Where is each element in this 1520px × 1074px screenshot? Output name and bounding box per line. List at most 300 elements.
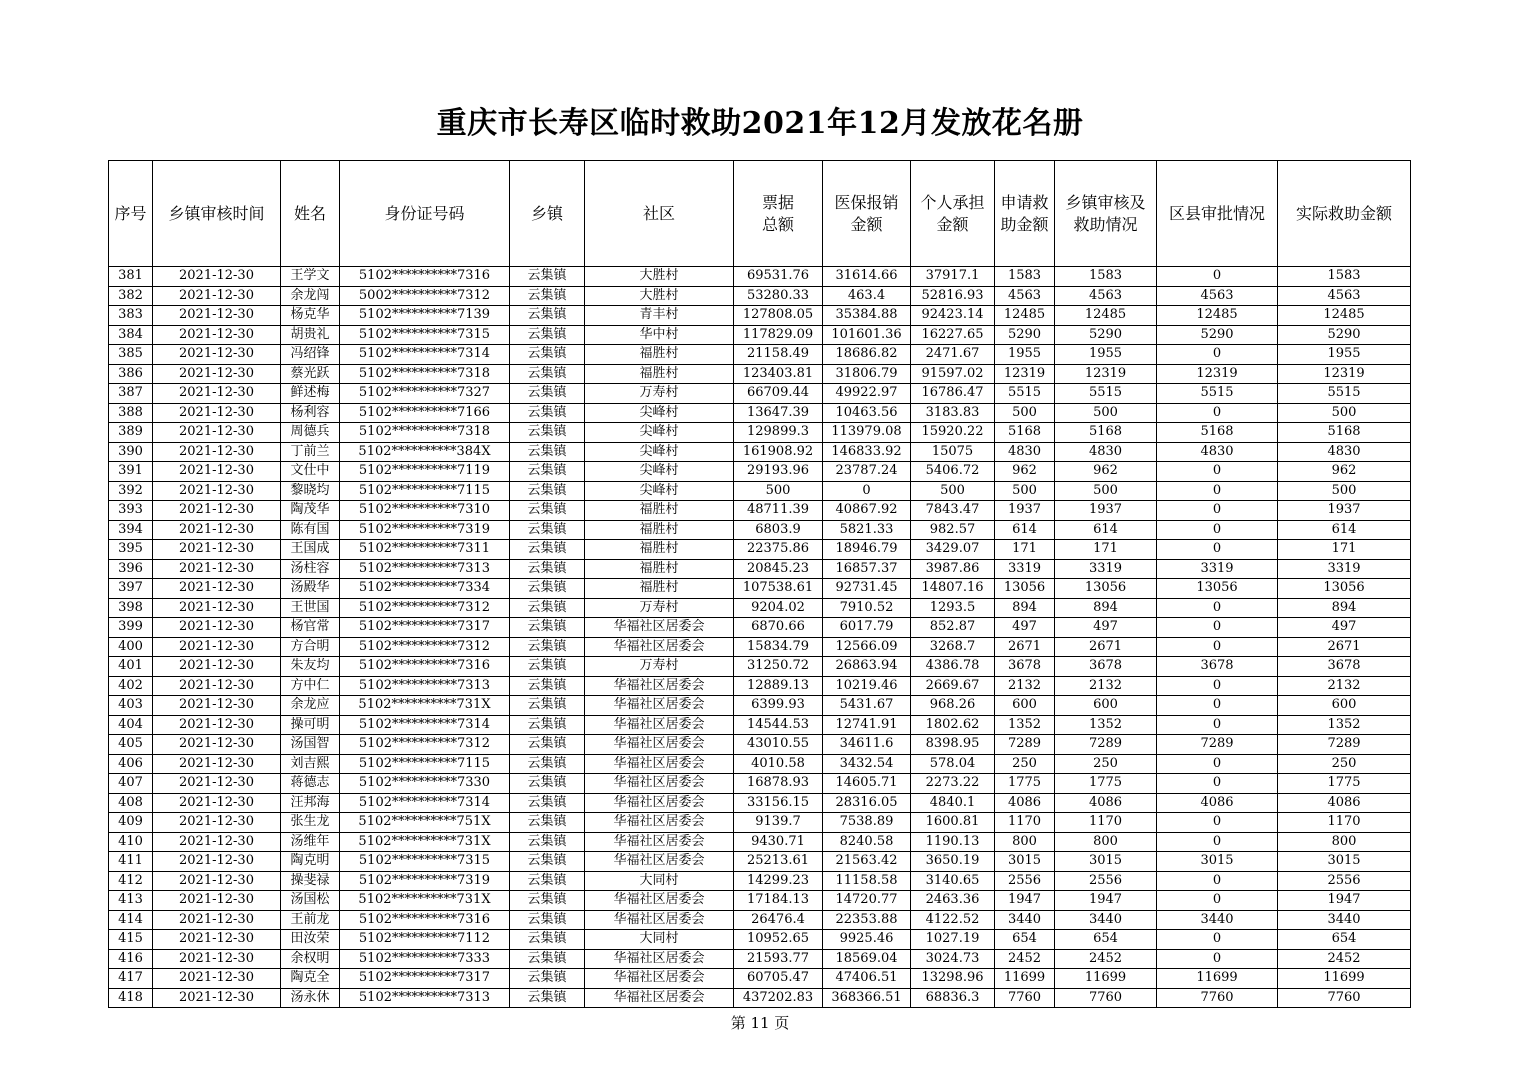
table-cell: 982.57 [911,520,995,540]
table-cell: 28316.05 [823,793,911,813]
table-cell: 12485 [1278,306,1411,326]
table-cell: 2021-12-30 [153,579,281,599]
table-cell: 5102**********384X [340,442,510,462]
table-cell: 2021-12-30 [153,325,281,345]
table-cell: 0 [1157,949,1278,969]
table-cell: 171 [1278,540,1411,560]
page-title: 重庆市长寿区临时救助2021年12月发放花名册 [436,106,1084,141]
table-cell: 0 [1157,832,1278,852]
table-cell: 7910.52 [823,598,911,618]
table-cell: 397 [109,579,153,599]
table-cell: 3015 [995,852,1055,872]
table-cell: 13056 [995,579,1055,599]
table-cell: 3440 [1157,910,1278,930]
table-cell: 云集镇 [510,598,585,618]
table-cell: 3440 [1278,910,1411,930]
column-header: 序号 [109,161,153,267]
table-cell: 171 [1055,540,1157,560]
table-cell: 14605.71 [823,774,911,794]
column-header: 票据 总额 [734,161,823,267]
table-cell: 9204.02 [734,598,823,618]
table-cell: 1937 [995,501,1055,521]
table-cell: 92731.45 [823,579,911,599]
table-cell: 11699 [1278,969,1411,989]
table-cell: 852.87 [911,618,995,638]
table-cell: 1955 [1055,345,1157,365]
table-cell: 云集镇 [510,813,585,833]
table-cell: 汤国智 [281,735,340,755]
table-cell: 4563 [1055,286,1157,306]
table-cell: 34611.6 [823,735,911,755]
table-cell: 23787.24 [823,462,911,482]
table-cell: 415 [109,930,153,950]
table-cell: 云集镇 [510,969,585,989]
table-cell: 5102**********7119 [340,462,510,482]
table-cell: 4122.52 [911,910,995,930]
table-cell: 60705.47 [734,969,823,989]
table-cell: 394 [109,520,153,540]
table-cell: 18686.82 [823,345,911,365]
table-cell: 5102**********7115 [340,481,510,501]
table-cell: 汤国松 [281,891,340,911]
table-cell: 402 [109,676,153,696]
table-cell: 云集镇 [510,910,585,930]
table-cell: 4830 [1055,442,1157,462]
table-cell: 5102**********7316 [340,267,510,287]
table-cell: 414 [109,910,153,930]
table-cell: 12485 [995,306,1055,326]
table-cell: 382 [109,286,153,306]
table-cell: 500 [1055,403,1157,423]
table-cell: 13647.39 [734,403,823,423]
table-cell: 福胜村 [585,364,734,384]
table-cell: 22375.86 [734,540,823,560]
table-cell: 云集镇 [510,852,585,872]
table-cell: 2669.67 [911,676,995,696]
table-cell: 2021-12-30 [153,423,281,443]
table-cell: 127808.05 [734,306,823,326]
table-cell: 黎晓均 [281,481,340,501]
table-cell: 5290 [1278,325,1411,345]
table-cell: 654 [995,930,1055,950]
table-cell: 2556 [1278,871,1411,891]
table-cell: 5102**********7333 [340,949,510,969]
table-cell: 7538.89 [823,813,911,833]
table-cell: 40867.92 [823,501,911,521]
table-cell: 3678 [995,657,1055,677]
table-cell: 华福社区居委会 [585,852,734,872]
table-cell: 384 [109,325,153,345]
table-cell: 12485 [1055,306,1157,326]
table-cell: 2021-12-30 [153,286,281,306]
table-cell: 389 [109,423,153,443]
table-cell: 12485 [1157,306,1278,326]
table-header-row [109,161,1411,267]
table-cell: 华福社区居委会 [585,832,734,852]
table-row [109,988,1411,1008]
table-cell: 5102**********731X [340,696,510,716]
table-cell: 4563 [1278,286,1411,306]
table-cell: 8240.58 [823,832,911,852]
table-row [109,676,1411,696]
table-cell: 14544.53 [734,715,823,735]
table-cell: 5431.67 [823,696,911,716]
table-cell: 894 [1278,598,1411,618]
table-cell: 101601.36 [823,325,911,345]
table-cell: 3268.7 [911,637,995,657]
table-cell: 395 [109,540,153,560]
table-cell: 654 [1055,930,1157,950]
table-cell: 0 [1157,520,1278,540]
table-cell: 600 [1055,696,1157,716]
table-cell: 2021-12-30 [153,540,281,560]
table-cell: 6870.66 [734,618,823,638]
table-row [109,423,1411,443]
table-cell: 14720.77 [823,891,911,911]
table-cell: 171 [995,540,1055,560]
table-cell: 2132 [1278,676,1411,696]
table-cell: 余权明 [281,949,340,969]
table-cell: 405 [109,735,153,755]
table-cell: 48711.39 [734,501,823,521]
table-cell: 12319 [995,364,1055,384]
table-row [109,793,1411,813]
table-cell: 800 [1278,832,1411,852]
table-cell: 16878.93 [734,774,823,794]
table-cell: 578.04 [911,754,995,774]
table-cell: 5102**********7312 [340,637,510,657]
table-cell: 250 [995,754,1055,774]
table-cell: 410 [109,832,153,852]
table-cell: 4830 [1278,442,1411,462]
table-cell: 7289 [1055,735,1157,755]
table-cell: 413 [109,891,153,911]
table-cell: 13298.96 [911,969,995,989]
table-cell: 2671 [995,637,1055,657]
table-row [109,813,1411,833]
table-cell: 894 [995,598,1055,618]
table-cell: 2021-12-30 [153,657,281,677]
table-cell: 汪邦海 [281,793,340,813]
table-cell: 404 [109,715,153,735]
table-cell: 12319 [1157,364,1278,384]
table-cell: 5102**********7313 [340,988,510,1008]
column-header: 申请救 助金额 [995,161,1055,267]
column-header: 个人承担 金额 [911,161,995,267]
table-cell: 华福社区居委会 [585,813,734,833]
table-cell: 0 [1157,891,1278,911]
table-cell: 37917.1 [911,267,995,287]
table-cell: 13056 [1278,579,1411,599]
table-cell: 青丰村 [585,306,734,326]
table-cell: 91597.02 [911,364,995,384]
table-cell: 大同村 [585,930,734,950]
table-cell: 2021-12-30 [153,735,281,755]
table-cell: 尖峰村 [585,423,734,443]
table-cell: 0 [1157,501,1278,521]
table-cell: 7289 [995,735,1055,755]
table-cell: 418 [109,988,153,1008]
table-cell: 大胜村 [585,286,734,306]
table-cell: 王世国 [281,598,340,618]
table-cell: 3678 [1157,657,1278,677]
table-cell: 614 [1055,520,1157,540]
table-cell: 894 [1055,598,1157,618]
table-cell: 600 [1278,696,1411,716]
table-cell: 云集镇 [510,345,585,365]
column-header: 实际救助金额 [1278,161,1411,267]
table-cell: 云集镇 [510,735,585,755]
table-cell: 云集镇 [510,774,585,794]
table-row [109,501,1411,521]
table-cell: 华福社区居委会 [585,735,734,755]
table-cell: 398 [109,598,153,618]
table-cell: 2021-12-30 [153,969,281,989]
table-cell: 云集镇 [510,618,585,638]
table-cell: 500 [734,481,823,501]
relief-roster-table [108,160,1411,1008]
table-cell: 2021-12-30 [153,618,281,638]
table-cell: 5290 [1055,325,1157,345]
table-cell: 2021-12-30 [153,988,281,1008]
table-cell: 1027.19 [911,930,995,950]
table-cell: 0 [1157,403,1278,423]
table-cell: 2452 [1055,949,1157,969]
table-cell: 407 [109,774,153,794]
table-cell: 余龙应 [281,696,340,716]
table-cell: 5102**********7312 [340,735,510,755]
table-cell: 华福社区居委会 [585,910,734,930]
table-cell: 2021-12-30 [153,871,281,891]
table-cell: 2671 [1278,637,1411,657]
table-cell: 云集镇 [510,306,585,326]
table-cell: 3440 [1055,910,1157,930]
table-cell: 1955 [995,345,1055,365]
table-cell: 5102**********7317 [340,618,510,638]
table-cell: 云集镇 [510,481,585,501]
table-cell: 1937 [1278,501,1411,521]
table-cell: 文仕中 [281,462,340,482]
table-row [109,735,1411,755]
table-cell: 250 [1278,754,1411,774]
table-cell: 4563 [1157,286,1278,306]
table-cell: 368366.51 [823,988,911,1008]
table-cell: 5002**********7312 [340,286,510,306]
table-row [109,384,1411,404]
table-cell: 2021-12-30 [153,891,281,911]
table-cell: 丁前兰 [281,442,340,462]
table-cell: 华福社区居委会 [585,949,734,969]
table-cell: 万寿村 [585,657,734,677]
table-row [109,891,1411,911]
table-cell: 35384.88 [823,306,911,326]
table-cell: 5168 [1278,423,1411,443]
table-cell: 华福社区居委会 [585,891,734,911]
table-cell: 386 [109,364,153,384]
table-cell: 云集镇 [510,676,585,696]
table-cell: 云集镇 [510,579,585,599]
table-cell: 43010.55 [734,735,823,755]
table-cell: 云集镇 [510,559,585,579]
table-cell: 5102**********7334 [340,579,510,599]
table-cell: 9139.7 [734,813,823,833]
table-cell: 5102**********7311 [340,540,510,560]
table-row [109,364,1411,384]
table-cell: 416 [109,949,153,969]
table-cell: 陶克全 [281,969,340,989]
table-cell: 5102**********7327 [340,384,510,404]
table-cell: 18946.79 [823,540,911,560]
table-cell: 7760 [1157,988,1278,1008]
table-cell: 汤维年 [281,832,340,852]
table-row [109,286,1411,306]
table-cell: 1600.81 [911,813,995,833]
table-cell: 1802.62 [911,715,995,735]
column-header: 医保报销 金额 [823,161,911,267]
table-cell: 17184.13 [734,891,823,911]
table-cell: 云集镇 [510,696,585,716]
table-cell: 5102**********7317 [340,969,510,989]
table-cell: 华福社区居委会 [585,637,734,657]
table-cell: 0 [1157,715,1278,735]
table-cell: 杨克华 [281,306,340,326]
table-cell: 云集镇 [510,442,585,462]
table-cell: 5102**********7318 [340,423,510,443]
table-cell: 7843.47 [911,501,995,521]
table-row [109,540,1411,560]
table-cell: 5102**********7166 [340,403,510,423]
table-cell: 2671 [1055,637,1157,657]
table-cell: 1583 [1278,267,1411,287]
table-cell: 962 [995,462,1055,482]
table-cell: 497 [995,618,1055,638]
table-cell: 614 [1278,520,1411,540]
table-cell: 497 [1278,618,1411,638]
table-cell: 31806.79 [823,364,911,384]
table-cell: 2021-12-30 [153,403,281,423]
table-cell: 3678 [1278,657,1411,677]
table-cell: 云集镇 [510,423,585,443]
table-cell: 3024.73 [911,949,995,969]
table-cell: 3987.86 [911,559,995,579]
table-cell: 华福社区居委会 [585,793,734,813]
table-cell: 117829.09 [734,325,823,345]
table-cell: 6017.79 [823,618,911,638]
table-cell: 大胜村 [585,267,734,287]
table-cell: 15920.22 [911,423,995,443]
table-cell: 2021-12-30 [153,793,281,813]
table-cell: 25213.61 [734,852,823,872]
table-cell: 华福社区居委会 [585,988,734,1008]
table-cell: 杨官常 [281,618,340,638]
table-cell: 福胜村 [585,540,734,560]
table-cell: 403 [109,696,153,716]
table-cell: 406 [109,754,153,774]
table-cell: 0 [1157,871,1278,891]
table-cell: 尖峰村 [585,442,734,462]
table-cell: 华福社区居委会 [585,676,734,696]
table-cell: 385 [109,345,153,365]
table-cell: 2021-12-30 [153,462,281,482]
table-row [109,520,1411,540]
table-cell: 1955 [1278,345,1411,365]
table-cell: 2021-12-30 [153,774,281,794]
table-cell: 1937 [1055,501,1157,521]
table-cell: 1775 [1055,774,1157,794]
table-cell: 654 [1278,930,1411,950]
table-cell: 华福社区居委会 [585,754,734,774]
table-cell: 500 [1278,481,1411,501]
table-cell: 7289 [1278,735,1411,755]
table-cell: 500 [911,481,995,501]
table-cell: 396 [109,559,153,579]
table-cell: 1190.13 [911,832,995,852]
table-cell: 5102**********7314 [340,345,510,365]
table-row [109,871,1411,891]
table-cell: 云集镇 [510,403,585,423]
table-cell: 云集镇 [510,462,585,482]
table-cell: 云集镇 [510,871,585,891]
table-cell: 2021-12-30 [153,267,281,287]
table-cell: 12566.09 [823,637,911,657]
table-cell: 250 [1055,754,1157,774]
table-cell: 0 [1157,754,1278,774]
table-cell: 华福社区居委会 [585,696,734,716]
table-cell: 3140.65 [911,871,995,891]
table-row [109,852,1411,872]
table-cell: 5102**********7315 [340,852,510,872]
table-cell: 4086 [1278,793,1411,813]
table-cell: 7760 [1278,988,1411,1008]
page-number: 第 11 页 [730,1014,790,1032]
table-row [109,754,1411,774]
table-cell: 2273.22 [911,774,995,794]
table-cell: 1170 [995,813,1055,833]
table-cell: 4840.1 [911,793,995,813]
table-cell: 2021-12-30 [153,384,281,404]
table-cell: 2021-12-30 [153,852,281,872]
table-row [109,618,1411,638]
table-cell: 操可明 [281,715,340,735]
table-cell: 5102**********7115 [340,754,510,774]
table-cell: 4563 [995,286,1055,306]
table-cell: 66709.44 [734,384,823,404]
table-cell: 0 [1157,930,1278,950]
table-cell: 800 [995,832,1055,852]
table-cell: 3429.07 [911,540,995,560]
column-header: 姓名 [281,161,340,267]
table-cell: 10219.46 [823,676,911,696]
table-cell: 11699 [1157,969,1278,989]
table-cell: 31614.66 [823,267,911,287]
column-header: 乡镇审核及 救助情况 [1055,161,1157,267]
table-cell: 0 [1157,540,1278,560]
table-cell: 云集镇 [510,267,585,287]
table-cell: 5102**********7316 [340,910,510,930]
table-cell: 2021-12-30 [153,832,281,852]
table-cell: 392 [109,481,153,501]
table-cell: 0 [1157,637,1278,657]
table-cell: 4830 [1157,442,1278,462]
table-cell: 方合明 [281,637,340,657]
table-cell: 33156.15 [734,793,823,813]
table-cell: 云集镇 [510,949,585,969]
table-cell: 5168 [995,423,1055,443]
table-cell: 393 [109,501,153,521]
table-cell: 华福社区居委会 [585,774,734,794]
table-cell: 2021-12-30 [153,501,281,521]
table-cell: 5515 [1278,384,1411,404]
